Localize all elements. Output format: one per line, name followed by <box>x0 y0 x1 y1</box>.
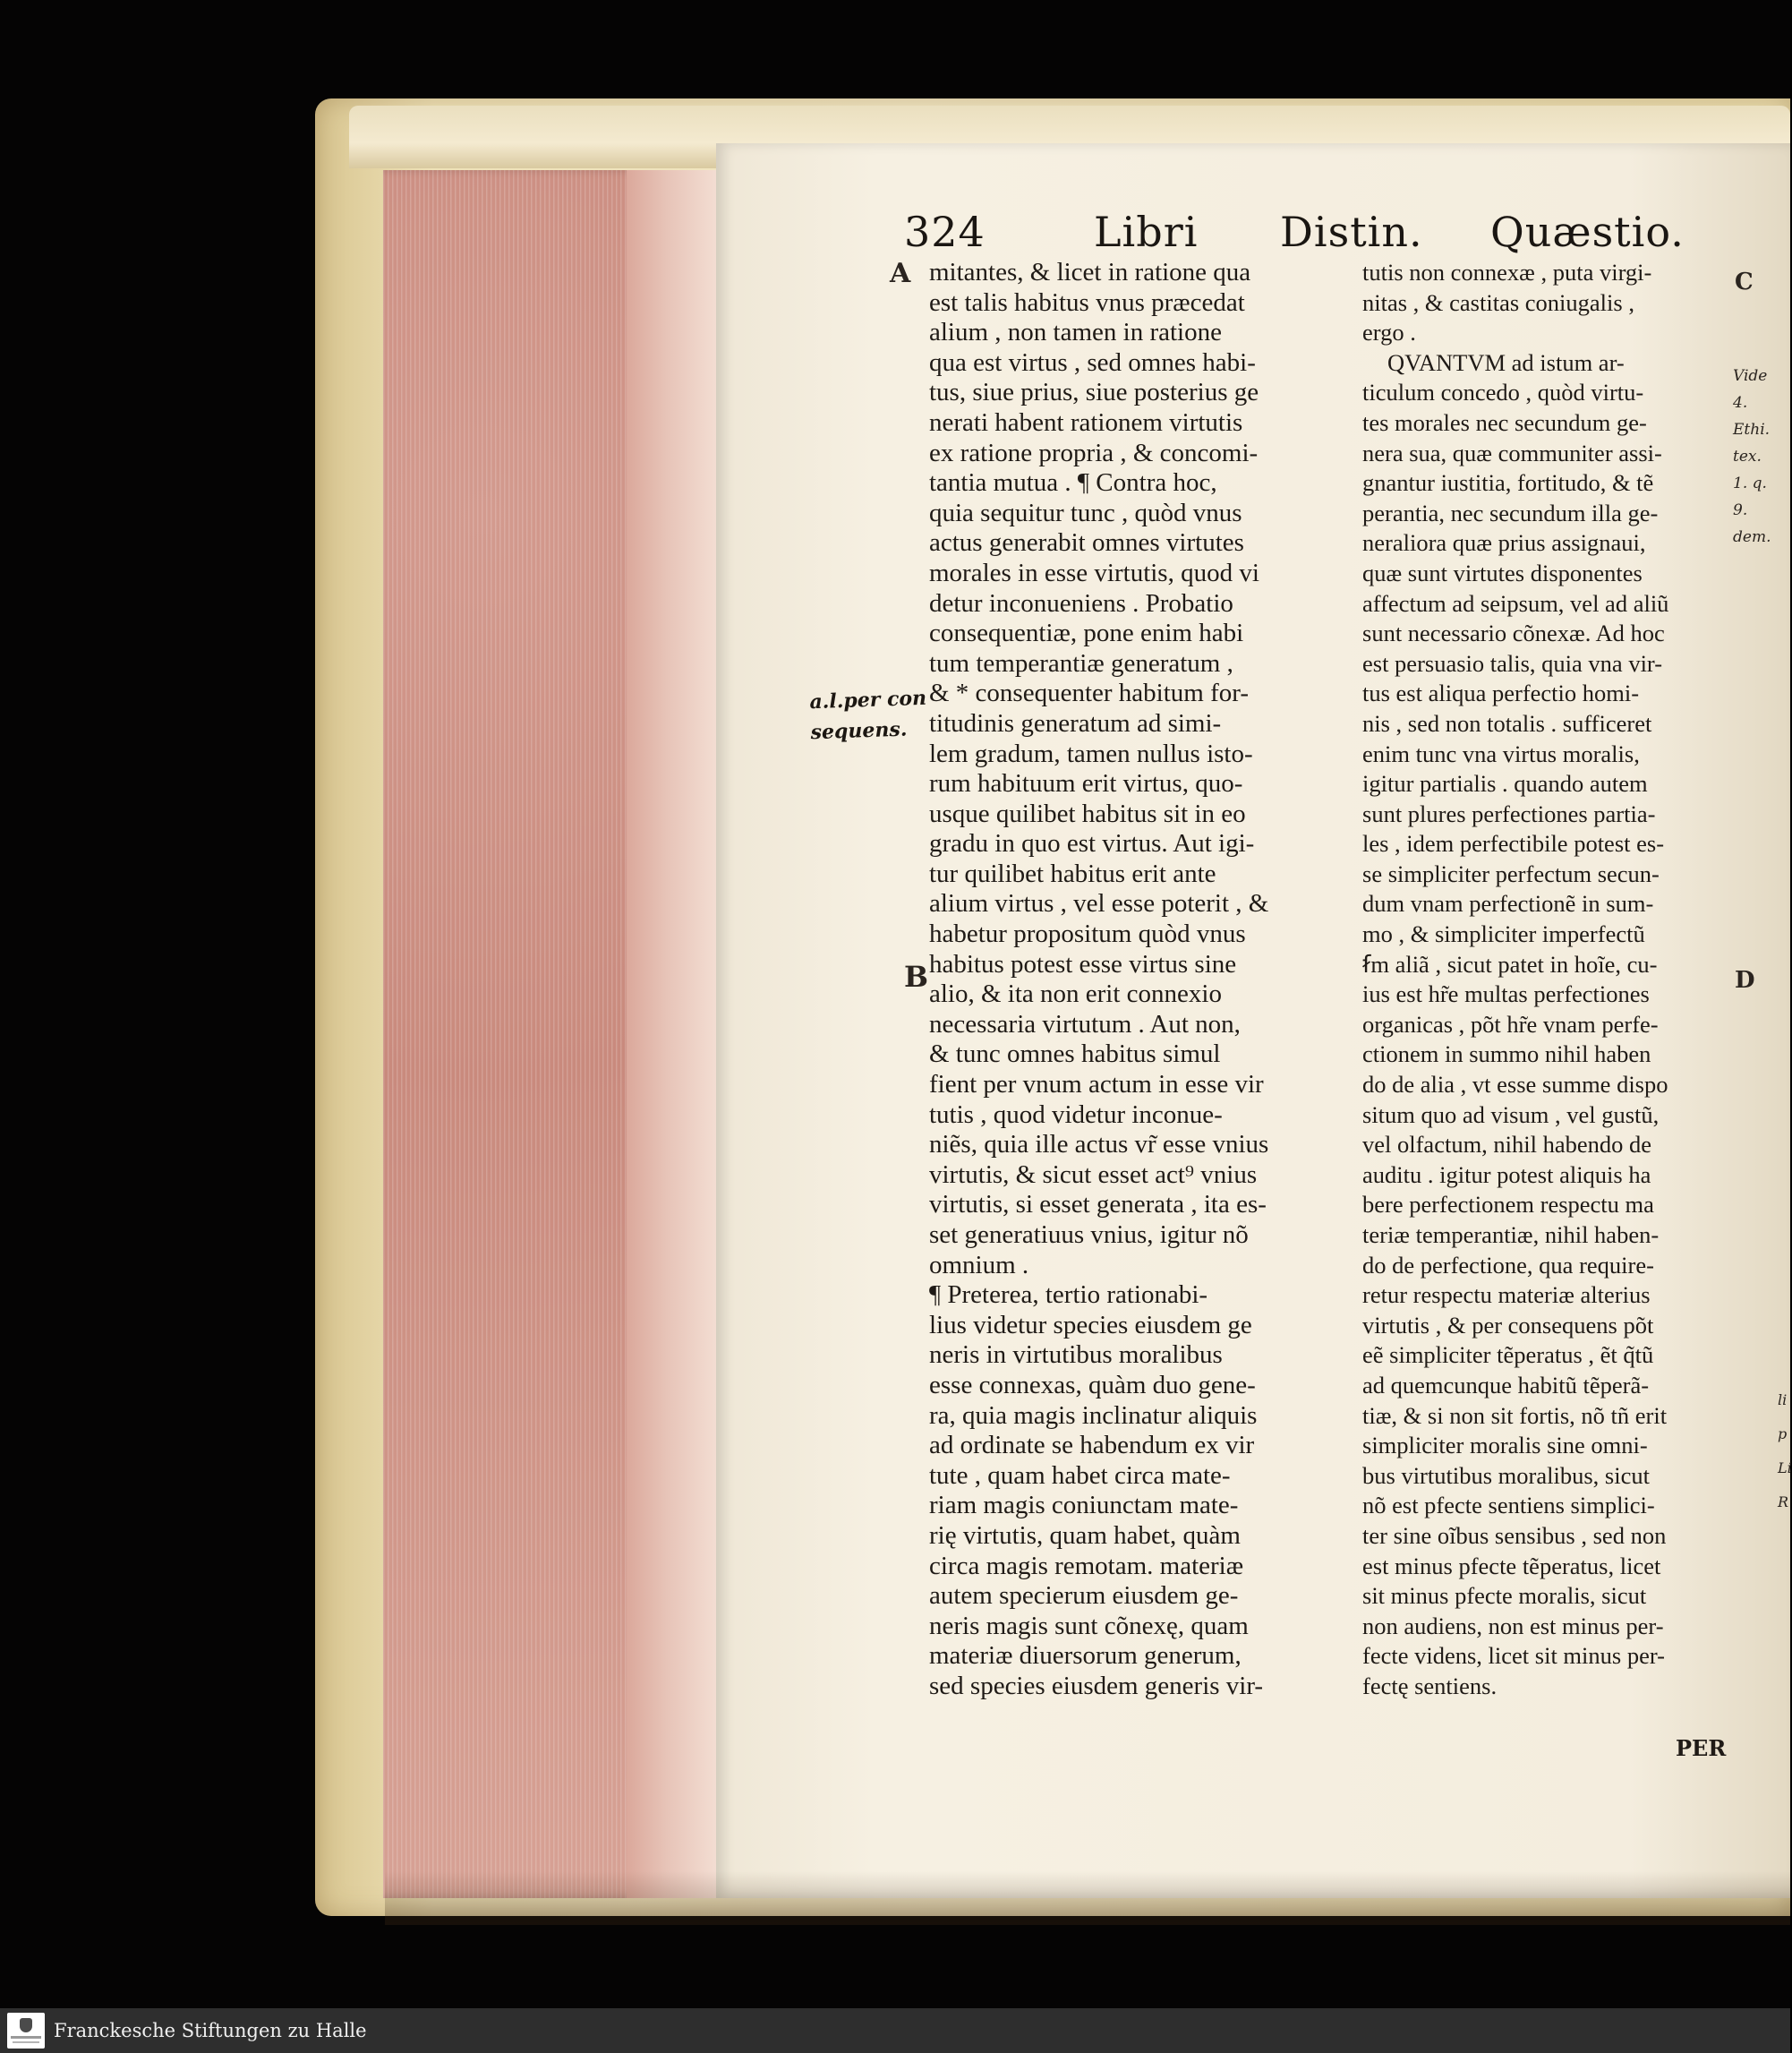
text-line: organicas , põt hr̃e vnam perfe- <box>1362 1010 1659 1038</box>
footer-bar <box>0 2008 1790 2053</box>
text-line: ẜm aliã , sicut patet in hoĩe, cu- <box>1362 950 1658 978</box>
margin-references-lower <box>1778 1383 1792 1519</box>
text-line: niẽs, quia ille actus vr̃ esse vnius <box>929 1130 1269 1159</box>
text-line: & * consequenter habitum for- <box>929 679 1249 708</box>
text-line: sunt plures perfectiones partia- <box>1362 800 1656 827</box>
margin-letter-d: D <box>1735 967 1755 994</box>
text-line: tes morales nec secundum ge- <box>1362 408 1647 436</box>
margin-ref: Ethi. <box>1733 421 1771 439</box>
margin-ref: tex. <box>1733 448 1762 466</box>
text-line: habitus potest esse virtus sine <box>929 949 1237 979</box>
margin-ref: p <box>1778 1425 1788 1442</box>
text-line: rię virtutis, quam habet, quàm <box>929 1520 1241 1550</box>
text-line: quia sequitur tunc , quòd vnus <box>929 498 1242 527</box>
text-line: non audiens, non est minus per- <box>1362 1612 1664 1639</box>
text-line: virtutis, si esset generata , ita es- <box>929 1190 1267 1219</box>
handwritten-note <box>809 683 928 748</box>
text-line: riam magis coniunctam mate- <box>929 1491 1239 1520</box>
running-head-distin: Distin. <box>1280 208 1423 256</box>
running-head-libri: Libri <box>1094 208 1199 256</box>
text-line: sunt necessario cõnexæ. Ad hoc <box>1362 620 1665 647</box>
text-line: affectum ad seipsum, vel ad aliũ <box>1362 589 1669 617</box>
text-line: ticulum concedo , quòd virtu- <box>1362 379 1644 406</box>
text-line: ex ratione propria , & concomi- <box>929 438 1259 467</box>
running-head-quaestio: Quæstio. <box>1490 208 1685 256</box>
logo-line <box>13 2041 39 2043</box>
text-line: circa magis remotam. materiæ <box>929 1551 1244 1580</box>
text-line: tutis non connexæ , puta virgi- <box>1362 259 1652 286</box>
text-line: tutis , quod videtur inconue- <box>929 1099 1223 1129</box>
text-line: lius videtur species eiusdem ge <box>929 1310 1252 1339</box>
text-line: sed species eiusdem generis vir- <box>929 1671 1264 1700</box>
text-column-right <box>1362 258 1729 1702</box>
text-line: enim tunc vna virtus moralis, <box>1362 740 1640 767</box>
text-line: neraliora quæ prius assignaui, <box>1362 529 1646 557</box>
text-line: sit minus pfecte moralis, sicut <box>1362 1582 1647 1610</box>
text-line: se simpliciter perfectum secun- <box>1362 860 1660 887</box>
text-line: auditu . igitur potest aliquis ha <box>1362 1160 1651 1188</box>
text-line: eẽ simpliciter tẽperatus , ẽt q̃tũ <box>1362 1341 1654 1369</box>
logo-line <box>11 2036 41 2039</box>
margin-ref: 4. <box>1733 394 1748 412</box>
text-line: & tunc omnes habitus simul <box>929 1039 1221 1069</box>
text-line: vel olfactum, nihil habendo de <box>1362 1131 1652 1159</box>
text-line: neris in virtutibus moralibus <box>929 1340 1223 1370</box>
page-number: 324 <box>904 208 986 256</box>
emblem-shape <box>20 2018 32 2032</box>
text-line: ra, quia magis inclinatur aliquis <box>929 1400 1258 1430</box>
text-line: ergo . <box>1362 319 1416 346</box>
margin-letter-a: A <box>890 258 911 289</box>
text-line: alium , non tamen in ratione <box>929 318 1222 347</box>
text-line: necessaria virtutum . Aut non, <box>929 1009 1241 1039</box>
text-line: lem gradum, tamen nullus isto- <box>929 739 1253 768</box>
handwritten-note-line: sequens. <box>810 717 908 745</box>
text-line: QVANTVM ad istum ar- <box>1387 348 1625 376</box>
text-line: actus generabit omnes virtutes <box>929 528 1244 558</box>
text-column-left <box>929 258 1316 1702</box>
text-line: tum temperantiæ generatum , <box>929 648 1233 678</box>
text-line: simpliciter moralis sine omni- <box>1362 1432 1648 1459</box>
catchword: PER <box>1676 1735 1727 1761</box>
text-line: tur quilibet habitus erit ante <box>929 859 1216 888</box>
text-line: rum habituum erit virtus, quo- <box>929 769 1243 799</box>
text-line: fient per vnum actum in esse vir <box>929 1070 1264 1099</box>
page-fore-edge-strip <box>627 170 716 1898</box>
margin-letter-b: B <box>904 960 929 994</box>
text-line: virtutis, & sicut esset act⁹ vnius <box>929 1159 1258 1189</box>
text-line: nitas , & castitas coniugalis , <box>1362 288 1634 316</box>
margin-ref: li <box>1778 1391 1788 1408</box>
text-line: titudinis generatum ad simi- <box>929 708 1222 738</box>
text-line: gradu in quo est virtus. Aut igi- <box>929 829 1255 859</box>
text-line: est minus pfecte tẽperatus, licet <box>1362 1552 1661 1579</box>
text-line: virtutis , & per consequens põt <box>1362 1311 1654 1339</box>
margin-references <box>1733 363 1787 551</box>
text-line: set generatiuus vnius, igitur nõ <box>929 1220 1249 1249</box>
text-line: ctionem in summo nihil haben <box>1362 1040 1651 1068</box>
text-line: igitur partialis . quando autem <box>1362 770 1648 798</box>
text-line: perantia, nec secundum illa ge- <box>1362 499 1659 526</box>
text-line: nis , sed non totalis . sufficeret <box>1362 709 1652 737</box>
text-line: quæ sunt virtutes disponentes <box>1362 559 1643 586</box>
page-shadow <box>385 1871 1790 1925</box>
institution-name: Franckesche Stiftungen zu Halle <box>54 2020 367 2041</box>
text-line: do de alia , vt esse summe dispo <box>1362 1071 1668 1099</box>
text-line: detur inconueniens . Probatio <box>929 588 1233 618</box>
text-line: usque quilibet habitus sit in eo <box>929 799 1246 828</box>
text-line: les , idem perfectibile potest es- <box>1362 830 1665 858</box>
margin-ref: dem. <box>1733 528 1771 546</box>
text-line: bus virtutibus moralibus, sicut <box>1362 1461 1650 1489</box>
text-line: dum vnam perfectionẽ in sum- <box>1362 890 1654 918</box>
text-line: bere perfectionem respectu ma <box>1362 1191 1654 1219</box>
text-line: est talis habitus vnus præcedat <box>929 287 1245 317</box>
text-line: fecte videns, licet sit minus per- <box>1362 1642 1665 1670</box>
handwritten-note-line: a.l.per con <box>808 686 927 714</box>
text-line: habetur propositum quòd vnus <box>929 920 1246 949</box>
text-line: tantia mutua . ¶ Contra hoc, <box>929 468 1217 498</box>
margin-ref: 9. <box>1733 501 1748 519</box>
text-line: esse connexas, quàm duo gene- <box>929 1370 1256 1399</box>
text-line: omnium . <box>929 1250 1029 1279</box>
text-line: tus, siue prius, siue posterius ge <box>929 378 1259 407</box>
text-line: mitantes, & licet in ratione qua <box>929 258 1251 287</box>
text-line: ter sine oĩbus sensibus , sed non <box>1362 1521 1667 1549</box>
text-line: tute , quam habet circa mate- <box>929 1460 1231 1490</box>
text-line: do de perfectione, qua require- <box>1362 1251 1654 1279</box>
text-line: ¶ Preterea, tertio rationabi- <box>929 1280 1208 1310</box>
text-line: teriæ temperantiæ, nihil haben- <box>1362 1221 1660 1248</box>
text-line: neris magis sunt cõnexę, quam <box>929 1611 1249 1640</box>
text-line: tiæ, & si non sit fortis, nõ tñ erit <box>1362 1401 1668 1429</box>
text-line: consequentiæ, pone enim habi <box>929 619 1244 648</box>
text-line: tus est aliqua perfectio homi- <box>1362 680 1640 707</box>
text-line: mo , & simpliciter imperfectũ <box>1362 920 1645 948</box>
margin-ref: Vide <box>1733 367 1768 385</box>
text-line: morales in esse virtutis, quod vi <box>929 558 1259 587</box>
text-line: autem specierum eiusdem ge- <box>929 1581 1239 1611</box>
margin-letter-c: C <box>1735 269 1754 295</box>
text-line: est persuasio talis, quia vna vir- <box>1362 649 1663 677</box>
text-line: retur respectu materiæ alterius <box>1362 1281 1651 1309</box>
text-line: materiæ diuersorum generum, <box>929 1641 1242 1671</box>
institution-logo-icon <box>7 2013 45 2049</box>
text-line: ad ordinate se habendum ex vir <box>929 1431 1255 1460</box>
margin-ref: R <box>1778 1493 1789 1510</box>
text-line: ad quemcunque habitũ tẽperã- <box>1362 1371 1650 1399</box>
text-line: nera sua, quæ communiter assi- <box>1362 439 1662 466</box>
text-line: ius est hr̃e multas perfectiones <box>1362 980 1650 1008</box>
text-line: gnantur iustitia, fortitudo, & tẽ <box>1362 469 1654 497</box>
margin-ref: 1. q. <box>1733 475 1767 492</box>
text-line: nõ est pfecte sentiens simplici- <box>1362 1492 1655 1519</box>
text-line: situm quo ad visum , vel gustũ, <box>1362 1100 1660 1128</box>
margin-ref: Li <box>1778 1459 1792 1476</box>
text-line: fectę sentiens. <box>1362 1672 1498 1699</box>
text-line: alium virtus , vel esse poterit , & <box>929 889 1269 919</box>
text-line: nerati habent rationem virtutis <box>929 407 1243 437</box>
text-line: qua est virtus , sed omnes habi- <box>929 347 1256 377</box>
text-line: alio, & ita non erit connexio <box>929 979 1222 1009</box>
